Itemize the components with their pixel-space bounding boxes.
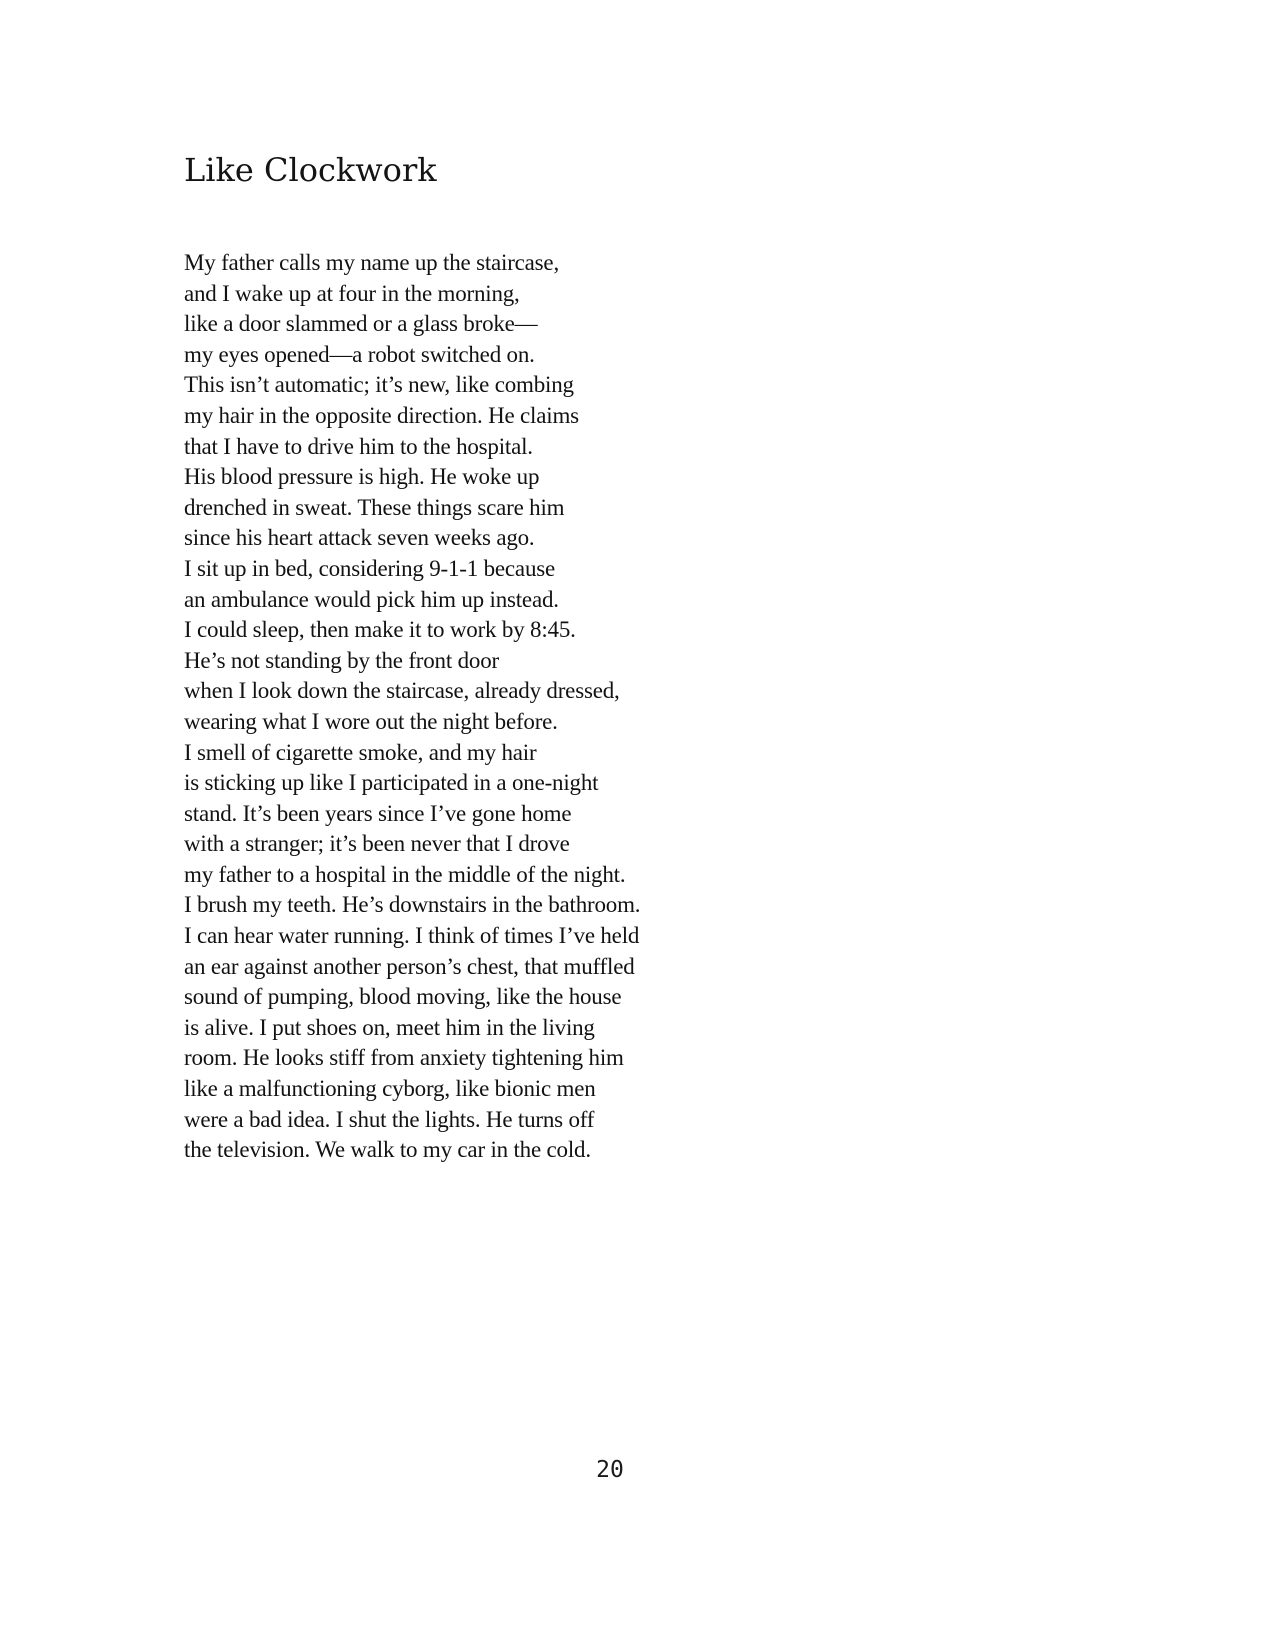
- poem-line: I can hear water running. I think of times I’ve held: [184, 923, 640, 949]
- poem-line: that I have to drive him to the hospital.: [184, 433, 533, 459]
- poem-title: Like Clockwork: [184, 151, 437, 189]
- poem-line: I sit up in bed, considering 9-1-1 because: [184, 555, 555, 581]
- poem-line: when I look down the staircase, already dressed,: [184, 678, 620, 704]
- poem-line: and I wake up at four in the morning,: [184, 280, 520, 306]
- poem-line: He’s not standing by the front door: [184, 647, 499, 673]
- page-number: 20: [596, 1457, 624, 1483]
- poem-line: the television. We walk to my car in the cold.: [184, 1137, 591, 1163]
- poem-line: like a malfunctioning cyborg, like bionic men: [184, 1076, 596, 1102]
- poem-line: an ear against another person’s chest, that muffled: [184, 953, 635, 979]
- poem-line: His blood pressure is high. He woke up: [184, 464, 540, 490]
- poem-line: My father calls my name up the staircase,: [184, 250, 559, 275]
- poem-line: like a door slammed or a glass broke—: [184, 311, 538, 337]
- poem-line: room. He looks stiff from anxiety tightening him: [184, 1045, 624, 1071]
- poem-line: stand. It’s been years since I’ve gone home: [184, 800, 572, 826]
- poem-line: drenched in sweat. These things scare him: [184, 494, 565, 520]
- poem-line: an ambulance would pick him up instead.: [184, 586, 559, 612]
- poem-line: This isn’t automatic; it’s new, like combing: [184, 372, 574, 398]
- poem-body: [184, 248, 744, 1166]
- poem-line: since his heart attack seven weeks ago.: [184, 525, 535, 551]
- poem-line: sound of pumping, blood moving, like the house: [184, 984, 622, 1010]
- poem-line: were a bad idea. I shut the lights. He turns off: [184, 1106, 595, 1132]
- poem-line: wearing what I wore out the night before.: [184, 708, 558, 734]
- poem-line: I brush my teeth. He’s downstairs in the bathroom.: [184, 892, 641, 918]
- poem-line: my hair in the opposite direction. He claims: [184, 402, 579, 428]
- poem-line: is sticking up like I participated in a one-night: [184, 770, 599, 796]
- poem-line: I smell of cigarette smoke, and my hair: [184, 739, 537, 765]
- poem-line: with a stranger; it’s been never that I drove: [184, 831, 570, 857]
- poem-line: is alive. I put shoes on, meet him in the living: [184, 1014, 595, 1040]
- poem-line: I could sleep, then make it to work by 8:45.: [184, 617, 576, 643]
- poem-line: my eyes opened—a robot switched on.: [184, 341, 535, 367]
- poem-line: my father to a hospital in the middle of the night.: [184, 861, 626, 887]
